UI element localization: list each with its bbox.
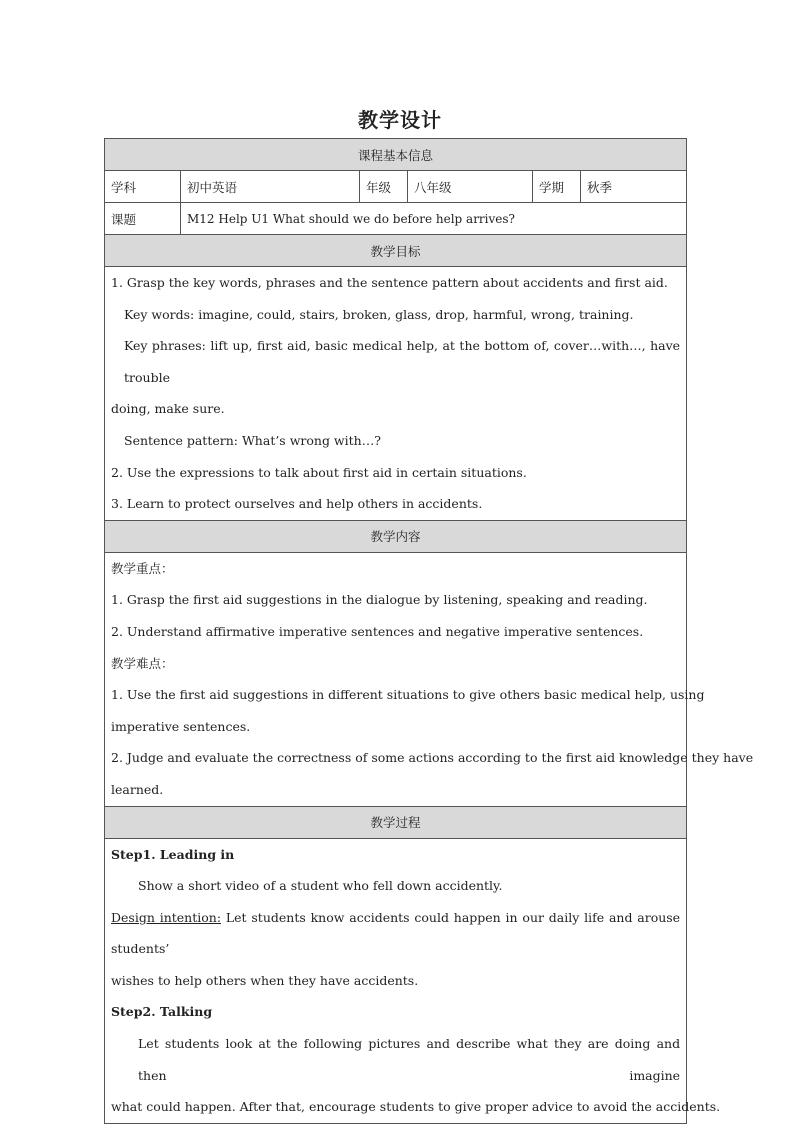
grade-value: 八年级 [408,171,533,203]
lesson-plan-table [104,138,754,1124]
subject-row [105,171,687,203]
process-header: 教学过程 [105,806,687,838]
step1-title: Step1. Leading in [111,846,235,862]
difficulty-line: 2. Judge and evaluate the correctness of some actions according to the first aid knowledge they have [111,750,754,766]
content-header: 教学内容 [105,520,687,552]
objective-line: 3. Learn to protect ourselves and help others in accidents. [111,496,483,512]
subject-value: 初中英语 [181,171,360,203]
objectives-body [105,267,687,521]
basic-info-header: 课程基本信息 [105,139,687,171]
difficulty-line: 1. Use the first aid suggestions in different situations to give others basic medical help, using [111,687,705,703]
difficulty-line: imperative sentences. [111,718,251,734]
key-points-label: 教学重点： [111,560,174,576]
difficulties-label: 教学难点： [111,655,174,671]
objectives-header: 教学目标 [105,235,687,267]
objective-line: Sentence pattern: What’s wrong with…? [124,432,381,448]
objectives-body-row [105,267,687,521]
content-body-row [105,552,687,806]
step1-text: Show a short video of a student who fell down accidently. [138,878,503,894]
document-title: 教学设计 [358,108,442,132]
design-intention-text: Let students know accidents could happen in our daily life and arouse students’ [111,909,681,957]
objective-line: 1. Grasp the key words, phrases and the sentence pattern about accidents and first aid. [111,275,668,290]
content-body [105,552,754,806]
design-intention-line [111,902,680,965]
key-point-line: 1. Grasp the first aid suggestions in the dialogue by listening, speaking and reading. [111,592,648,608]
grade-label: 年级 [360,171,408,203]
process-body [105,838,721,1123]
design-intention-text-cont: wishes to help others when they have accidents. [111,972,419,988]
basic-info-header-row [105,139,687,171]
subject-label: 学科 [105,171,181,203]
step2-text: Let students look at the following pictures and describe what they are doing and then imagine [138,1036,681,1083]
objective-line: Key phrases: lift up, first aid, basic medical help, at the bottom of, cover…with…, have trouble [124,338,681,385]
objective-line: Key words: imagine, could, stairs, broken, glass, drop, harmful, wrong, training. [124,306,634,322]
topic-label: 课题 [105,203,181,235]
difficulty-line: learned. [111,781,164,797]
objective-line: doing, make sure. [111,401,225,417]
content-header-row [105,520,687,552]
key-point-line: 2. Understand affirmative imperative sentences and negative imperative sentences. [111,623,644,639]
step2-title: Step2. Talking [111,1004,213,1020]
term-label: 学期 [533,171,581,203]
process-body-row [105,838,687,1123]
step2-text-cont: what could happen. After that, encourage students to give proper advice to avoid the accidents. [111,1099,721,1115]
design-intention-label: Design intention: [111,909,222,925]
topic-row [105,203,687,235]
objectives-header-row [105,235,687,267]
process-header-row [105,806,687,838]
topic-value: M12 Help U1 What should we do before help arrives? [181,203,687,235]
objective-line: 2. Use the expressions to talk about first aid in certain situations. [111,464,527,480]
term-value: 秋季 [581,171,687,203]
